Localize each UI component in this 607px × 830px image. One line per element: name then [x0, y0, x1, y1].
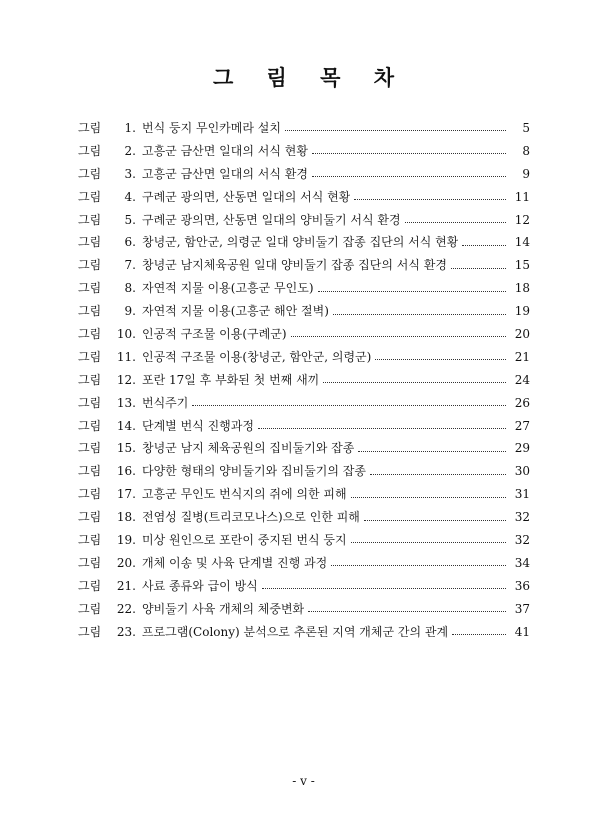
figure-prefix: 그림: [78, 624, 102, 639]
page-number: - v -: [292, 774, 315, 788]
figure-prefix: 그림: [78, 601, 102, 616]
figure-list-item[interactable]: [78, 531, 530, 554]
page-ref: 18: [514, 281, 530, 296]
figure-prefix: 그림: [78, 464, 102, 479]
figure-number: 11.: [116, 349, 136, 364]
dot-leader: [291, 335, 506, 337]
figure-caption: 다양한 형태의 양비둘기와 집비둘기의 잡종: [142, 464, 366, 479]
figure-caption: 단계별 번식 진행과정: [142, 418, 254, 433]
figure-number: 7.: [124, 258, 136, 273]
figure-list-item[interactable]: [78, 371, 530, 394]
figure-list-item[interactable]: [78, 600, 530, 623]
figure-list-item[interactable]: [78, 188, 530, 211]
figure-prefix: 그림: [78, 578, 102, 593]
figure-list-item[interactable]: [78, 508, 530, 531]
dot-leader: [375, 358, 506, 360]
figure-number: 22.: [116, 601, 136, 616]
dot-leader: [312, 152, 506, 154]
figure-caption: 고흥군 금산면 일대의 서식 현황: [142, 143, 308, 158]
page-ref: 37: [514, 601, 530, 616]
figure-prefix: 그림: [78, 418, 102, 433]
dot-leader: [452, 633, 506, 635]
figure-list: [78, 119, 530, 645]
page-ref: 31: [514, 487, 530, 502]
dot-leader: [258, 427, 506, 429]
page-ref: 14: [514, 235, 530, 250]
page-ref: 32: [514, 533, 530, 548]
figure-number: 2.: [124, 143, 136, 158]
figure-list-item[interactable]: [78, 439, 530, 462]
figure-caption: 번식 둥지 무인카메라 설치: [142, 121, 281, 135]
page-ref: 24: [514, 372, 530, 387]
page-ref: 12: [514, 212, 530, 227]
figure-list-item[interactable]: [78, 485, 530, 508]
figure-list-item[interactable]: [78, 119, 530, 142]
dot-leader: [262, 587, 506, 589]
page-ref: 11: [514, 189, 530, 204]
figure-caption: 고흥군 금산면 일대의 서식 환경: [142, 166, 308, 181]
dot-leader: [323, 381, 506, 383]
figure-list-item[interactable]: [78, 279, 530, 302]
figure-prefix: 그림: [78, 327, 102, 342]
figure-list-item[interactable]: [78, 554, 530, 577]
figure-caption: 프로그램(Colony) 분석으로 추론된 지역 개체군 간의 관계: [142, 624, 449, 639]
figure-prefix: 그림: [78, 304, 102, 319]
figure-list-item[interactable]: [78, 348, 530, 371]
figure-number: 21.: [116, 578, 136, 593]
figure-list-item[interactable]: [78, 233, 530, 256]
figure-prefix: 그림: [78, 212, 102, 227]
figure-list-item[interactable]: [78, 211, 530, 234]
figure-number: 10.: [116, 327, 136, 342]
page-ref: 19: [514, 304, 530, 319]
figure-caption: 인공적 구조물 이용(창녕군, 함안군, 의령군): [142, 349, 372, 364]
figure-number: 20.: [116, 555, 136, 570]
dot-leader: [370, 473, 506, 475]
figure-caption: 자연적 지물 이용(고흥군 무인도): [142, 281, 314, 296]
figure-prefix: 그림: [78, 143, 102, 158]
figure-caption: 사료 종류와 급이 방식: [142, 578, 258, 593]
page-ref: 26: [514, 395, 530, 410]
figure-caption: 인공적 구조물 이용(구례군): [142, 327, 287, 342]
figure-number: 19.: [116, 533, 136, 548]
page-ref: 41: [514, 624, 530, 639]
figure-list-item[interactable]: [78, 142, 530, 165]
figure-list-item[interactable]: [78, 165, 530, 188]
figure-prefix: 그림: [78, 533, 102, 548]
page-title: 그 림 목 차: [212, 65, 408, 90]
figure-caption: 전염성 질병(트리코모나스)으로 인한 피해: [142, 510, 360, 525]
figure-prefix: 그림: [78, 441, 102, 456]
figure-caption: 양비둘기 사육 개체의 체중변화: [142, 601, 305, 616]
figure-number: 4.: [124, 189, 136, 204]
figure-prefix: 그림: [78, 395, 102, 410]
figure-number: 18.: [116, 510, 136, 525]
figure-prefix: 그림: [78, 189, 102, 204]
dot-leader: [354, 198, 506, 200]
dot-leader: [351, 496, 506, 498]
dot-leader: [333, 313, 506, 315]
dot-leader: [405, 221, 506, 223]
dot-leader: [308, 610, 506, 612]
figure-caption: 창녕군 남지체육공원 일대 양비둘기 잡종 집단의 서식 환경: [142, 258, 447, 273]
figure-caption: 개체 이송 및 사육 단계별 진행 과정: [142, 555, 328, 570]
figure-list-item[interactable]: [78, 623, 530, 646]
figure-number: 15.: [116, 441, 136, 456]
page-ref: 32: [514, 510, 530, 525]
figure-prefix: 그림: [78, 555, 102, 570]
figure-prefix: 그림: [78, 121, 102, 135]
figure-number: 8.: [124, 281, 136, 296]
dot-leader: [451, 267, 506, 269]
dot-leader: [358, 450, 506, 452]
figure-number: 13.: [116, 395, 136, 410]
figure-number: 12.: [116, 372, 136, 387]
page-ref: 21: [514, 349, 530, 364]
figure-number: 16.: [116, 464, 136, 479]
figure-prefix: 그림: [78, 487, 102, 502]
figure-number: 6.: [124, 235, 136, 250]
figure-number: 9.: [124, 304, 136, 319]
dot-leader: [331, 564, 506, 566]
page-ref: 5: [522, 121, 530, 135]
figure-list-item[interactable]: [78, 256, 530, 279]
figure-caption: 미상 원인으로 포란이 중지된 번식 둥지: [142, 533, 347, 548]
figure-prefix: 그림: [78, 349, 102, 364]
dot-leader: [285, 129, 506, 131]
page-ref: 36: [514, 578, 530, 593]
figure-caption: 포란 17일 후 부화된 첫 번째 새끼: [142, 372, 320, 387]
page-ref: 20: [514, 327, 530, 342]
figure-prefix: 그림: [78, 510, 102, 525]
figure-list-item[interactable]: [78, 325, 530, 348]
figure-number: 3.: [124, 166, 136, 181]
figure-prefix: 그림: [78, 372, 102, 387]
page-ref: 34: [514, 555, 530, 570]
figure-list-item[interactable]: [78, 577, 530, 600]
figure-number: 17.: [116, 487, 136, 502]
dot-leader: [351, 541, 506, 543]
figure-caption: 창녕군, 함안군, 의령군 일대 양비둘기 잡종 집단의 서식 현황: [142, 235, 459, 250]
figure-caption: 창녕군 남지 체육공원의 집비둘기와 잡종: [142, 441, 355, 456]
dot-leader: [462, 244, 506, 246]
figure-list-item[interactable]: [78, 417, 530, 440]
figure-prefix: 그림: [78, 258, 102, 273]
page-ref: 8: [522, 143, 530, 158]
figure-number: 23.: [116, 624, 136, 639]
figure-caption: 고흥군 무인도 번식지의 쥐에 의한 피해: [142, 487, 347, 502]
figure-caption: 구례군 광의면, 산동면 일대의 양비둘기 서식 환경: [142, 212, 401, 227]
dot-leader: [312, 175, 506, 177]
figure-prefix: 그림: [78, 166, 102, 181]
page-ref: 15: [514, 258, 530, 273]
dot-leader: [318, 290, 506, 292]
figure-list-item[interactable]: [78, 302, 530, 325]
page-ref: 9: [522, 166, 530, 181]
figure-number: 14.: [116, 418, 136, 433]
figure-number: 5.: [124, 212, 136, 227]
figure-number: 1.: [124, 121, 136, 135]
figure-list-item[interactable]: [78, 462, 530, 485]
page-ref: 30: [514, 464, 530, 479]
figure-caption: 번식주기: [142, 395, 189, 410]
figure-prefix: 그림: [78, 281, 102, 296]
page-ref: 27: [514, 418, 530, 433]
page-ref: 29: [514, 441, 530, 456]
figure-prefix: 그림: [78, 235, 102, 250]
dot-leader: [192, 404, 506, 406]
figure-list-item[interactable]: [78, 394, 530, 417]
figure-caption: 자연적 지물 이용(고흥군 해안 절벽): [142, 304, 329, 319]
dot-leader: [364, 519, 506, 521]
figure-caption: 구례군 광의면, 산동면 일대의 서식 현황: [142, 189, 351, 204]
